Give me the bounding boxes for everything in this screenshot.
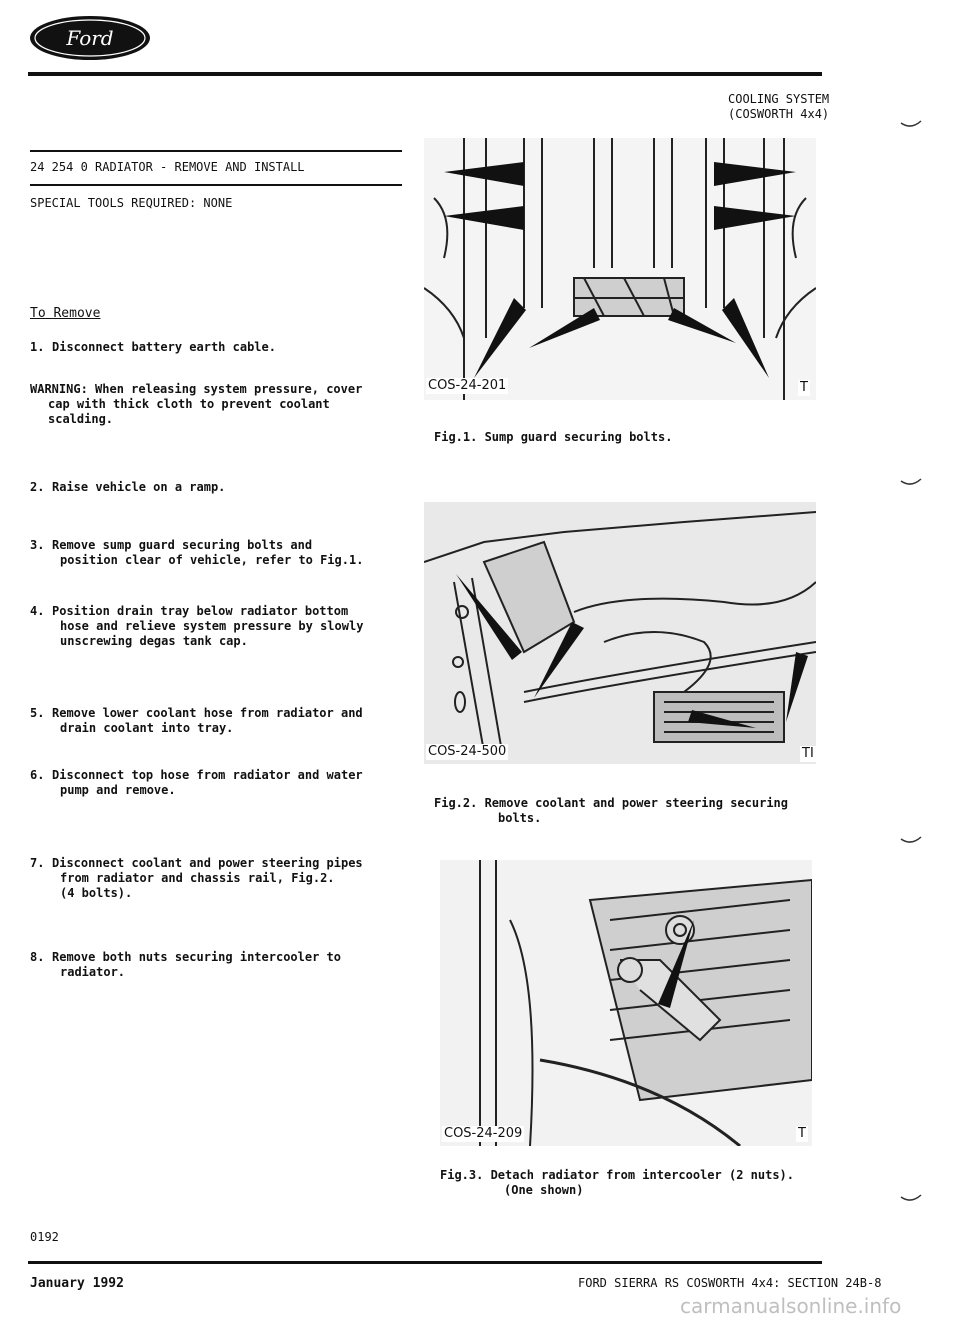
step-number: 5. [30,706,45,720]
section-title-line2: (COSWORTH 4x4) [728,107,830,121]
step-3 [30,538,400,568]
step-1 [30,340,400,355]
footer-date: January 1992 [30,1276,124,1291]
figure-2-caption-cont: bolts. [498,811,542,825]
step-text: Remove both nuts securing intercooler to [52,950,341,964]
step-8 [30,950,400,980]
step-number: 8. [30,950,45,964]
page-code: 0192 [30,1230,59,1244]
step-text-cont: hose and relieve system pressure by slowly unscrewing degas tank cap. [60,619,364,648]
title-rule-top [30,150,402,152]
margin-mark-icon [900,1194,922,1204]
section-title-line1: COOLING SYSTEM [728,92,830,106]
procedure-title: 24 254 0 RADIATOR - REMOVE AND INSTALL [30,160,305,174]
figure-3-corner: T [798,1126,806,1141]
step-6 [30,768,400,798]
special-tools: SPECIAL TOOLS REQUIRED: NONE [30,196,233,210]
margin-mark-icon [900,120,922,130]
figure-2-code: COS-24-500 [428,744,507,759]
footer-rule [28,1261,822,1264]
footer-section: FORD SIERRA RS COSWORTH 4x4: SECTION 24B-8 [578,1276,882,1290]
figure-3-caption-text: Fig.3. Detach radiator from intercooler (2 nuts). [440,1168,795,1182]
step-text: Disconnect coolant and power steering pipes [52,856,363,870]
figure-3-caption-cont: (One shown) [504,1183,584,1197]
figure-1-caption-text: Fig.1. Sump guard securing bolts. [434,430,673,444]
step-text: Remove lower coolant hose from radiator and [52,706,363,720]
warning-text-cont: cap with thick cloth to prevent coolant scalding. [48,397,330,426]
figure-1-caption [434,430,672,445]
figure-3-caption [440,1168,794,1198]
to-remove-heading: To Remove [30,306,101,321]
step-text-cont: from radiator and chassis rail, Fig.2. (4 bolts). [60,871,335,900]
step-text: Disconnect top hose from radiator and water [52,768,363,782]
svg-text:Ford: Ford [66,26,114,50]
ford-logo [28,14,152,62]
figure-1-corner: T [800,380,808,395]
figure-3-code: COS-24-209 [444,1126,523,1141]
step-number: 4. [30,604,45,618]
step-text-cont: position clear of vehicle, refer to Fig.1. [60,553,364,567]
margin-mark-icon [900,836,922,846]
section-title [728,92,848,122]
figure-2-caption-text: Fig.2. Remove coolant and power steering securing [434,796,789,810]
step-text: Remove sump guard securing bolts and [52,538,313,552]
step-number: 6. [30,768,45,782]
step-5 [30,706,400,736]
warning-text: WARNING: When releasing system pressure, cover [30,382,363,396]
warning [30,382,400,427]
step-text-cont: pump and remove. [60,783,176,797]
step-number: 7. [30,856,45,870]
figure-1-image [424,138,816,400]
title-rule-bottom [30,184,402,186]
step-number: 2. [30,480,45,494]
margin-mark-icon [900,478,922,488]
step-text: Raise vehicle on a ramp. [52,480,226,494]
figure-3-image [440,860,812,1146]
step-7 [30,856,400,901]
figure-2-corner: TI [802,746,814,761]
watermark: carmanualsonline.info [680,1294,902,1318]
figure-2-image [424,502,816,764]
step-number: 3. [30,538,45,552]
figure-2-caption [434,796,788,826]
step-text-cont: drain coolant into tray. [60,721,234,735]
step-text: Position drain tray below radiator bottom [52,604,349,618]
step-text: Disconnect battery earth cable. [52,340,276,354]
step-text-cont: radiator. [60,965,126,979]
header-rule [28,72,822,76]
step-2 [30,480,400,495]
figure-1-code: COS-24-201 [428,378,507,393]
step-4 [30,604,400,649]
step-number: 1. [30,340,45,354]
